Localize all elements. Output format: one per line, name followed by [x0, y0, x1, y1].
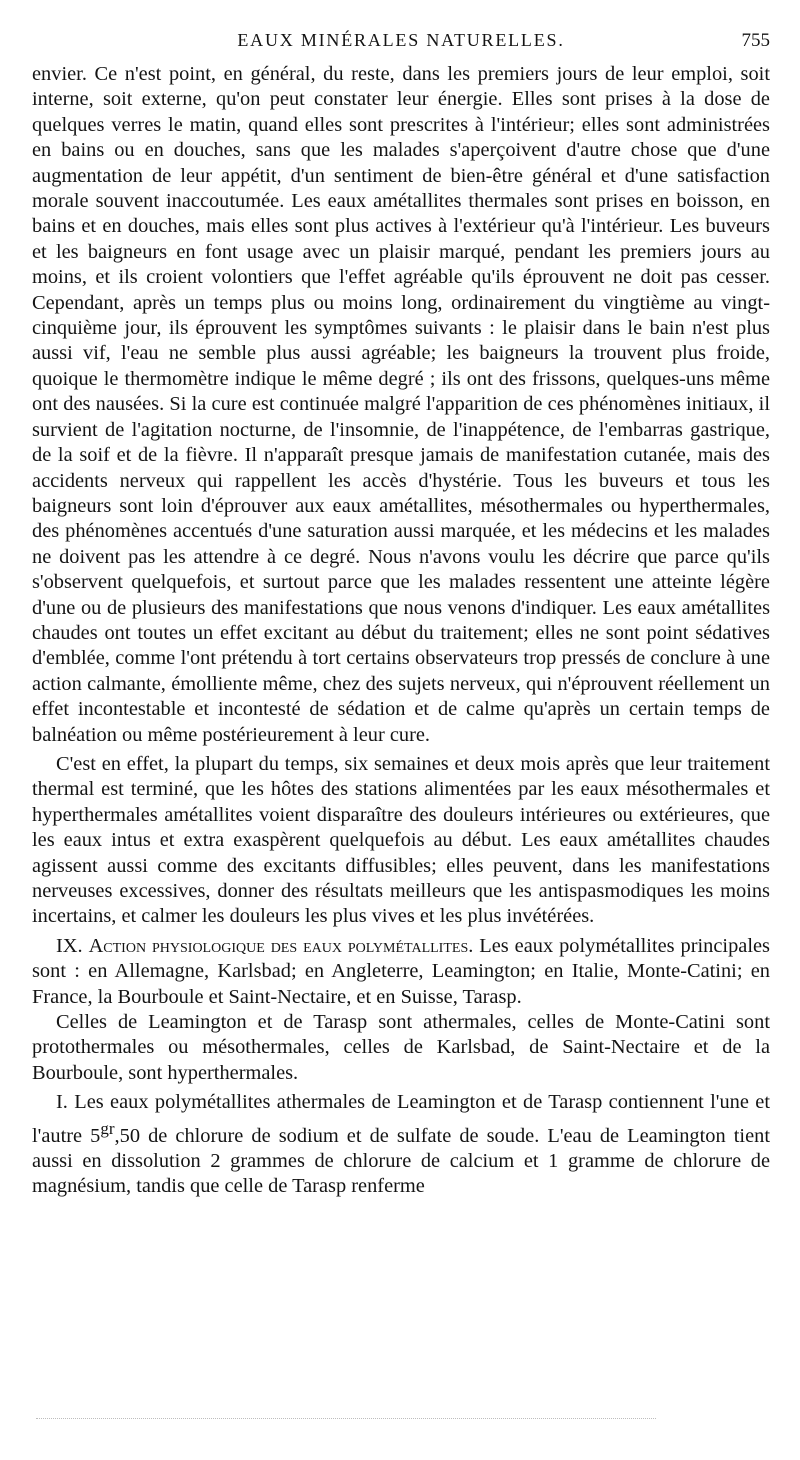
- paragraph-final: [32, 1090, 770, 1199]
- running-head: [32, 30, 770, 56]
- section-text: Les eaux polymétallites principales sont : en Allemagne, Karlsbad; en Angleterre, Leamington; en Italie, Monte-Catini; en France, la Bourboule et Saint-Nectaire, et en Suisse, Tarasp.: [32, 934, 770, 1008]
- gram-superscript: gr: [100, 1118, 115, 1138]
- final-text-part1: I. Les eaux polymétallites athermales de Leamington et de Tarasp contiennent l'une et l'autre 5: [32, 1091, 770, 1147]
- page-body: [32, 62, 770, 1200]
- page-number: 755: [741, 30, 770, 51]
- section-paragraph: [32, 934, 770, 1010]
- book-page: [32, 0, 770, 1460]
- paragraph: Celles de Leamington et de Tarasp sont athermales, celles de Monte-Catini sont protothermales ou mésothermales, celles de Karlsbad, de Saint-Nectaire et de la Bourboule, sont hyperthermales.: [32, 1011, 770, 1084]
- section-heading: Action physiologique des eaux polymétallites.: [88, 934, 474, 957]
- bottom-bleed-through: [36, 1418, 656, 1421]
- section-number: IX.: [56, 934, 83, 957]
- paragraph: C'est en effet, la plupart du temps, six semaines et deux mois après que leur traitement thermal est terminé, que les hôtes des stations alimentées par les eaux mésothermales et hyperthermales amétallites voient disparaître des douleurs intérieures ou extérieures, que les eaux intus et extra exaspèrent quelquefois au début. Les eaux amétallites chaudes agissent aussi comme des excitants diffusibles; elles peuvent, dans les manifestations nerveuses excessives, donner des résultats meilleurs que les antispasmodiques les moins incertains, et calmer les douleurs les plus vives et les plus invétérées.: [32, 752, 770, 928]
- final-text-part2: ,50 de chlorure de sodium et de sulfate de soude. L'eau de Leamington tient aussi en dissolution 2 grammes de chlorure de calcium et 1 gramme de chlorure de magnésium, tandis que celle de Tarasp renferme: [32, 1124, 770, 1198]
- running-title: EAUX MINÉRALES NATURELLES.: [237, 30, 565, 50]
- paragraph-continued: envier. Ce n'est point, en général, du reste, dans les premiers jours de leur emploi, soit interne, soit externe, qu'on peut constater leur énergie. Elles sont prises à la dose de quelques verres le matin, quand elles sont prescrites à l'intérieur; elles sont administrées en bains ou en douches, sans que les malades s'aperçoivent d'autre chose que d'une augmentation de leur appétit, d'un sentiment de bien-être général et d'une satisfaction morale souvent inaccoutumée. Les eaux amétallites thermales sont prises en boisson, en bains et en douches, mais elles sont plus actives à l'extérieur qu'à l'intérieur. Les buveurs et les baigneurs en font usage avec un plaisir marqué, pendant les premiers jours au moins, et ils croient volontiers que l'effet agréable qu'ils éprouvent ne doit pas cesser. Cependant, après un temps plus ou moins long, ordinairement du vingtième au vingt-cinquième jour, ils éprouvent les symptômes suivants : le plaisir dans le bain n'est plus aussi vif, l'eau ne semble plus aussi agréable; les baigneurs la trouvent plus froide, quoique le thermomètre indique le même degré ; ils ont des frissons, quelques-uns même ont des nausées. Si la cure est continuée malgré l'apparition de ces phénomènes initiaux, il survient de l'agitation nocturne, de l'insomnie, de l'inappétence, de l'embarras gastrique, de la soif et de la fièvre. Il n'apparaît presque jamais de manifestation cutanée, mais des accidents nerveux qui rappellent les accès d'hystérie. Tous les buveurs et tous les baigneurs sont loin d'éprouver aux eaux amétallites, mésothermales ou hyperthermales, des phénomènes accentués d'une saturation aussi marquée, et les médecins et les malades ne doivent pas les attendre à ce degré. Nous n'avons voulu les décrire que parce qu'ils s'observent quelquefois, et surtout parce que les malades ressentent une atteinte légère d'une ou de plusieurs des manifestations que nous venons d'indiquer. Les eaux amétallites chaudes ont toutes un effet excitant au début du traitement; elles ne sont point sédatives d'emblée, comme l'ont prétendu à tort certains observateurs trop pressés de conclure à une action calmante, émolliente même, chez des sujets nerveux, qui n'éprouvent réellement un effet incontestable et incontesté de sédation et de calme qu'après un certain temps de balnéation ou même postérieurement à leur cure.: [32, 63, 770, 746]
